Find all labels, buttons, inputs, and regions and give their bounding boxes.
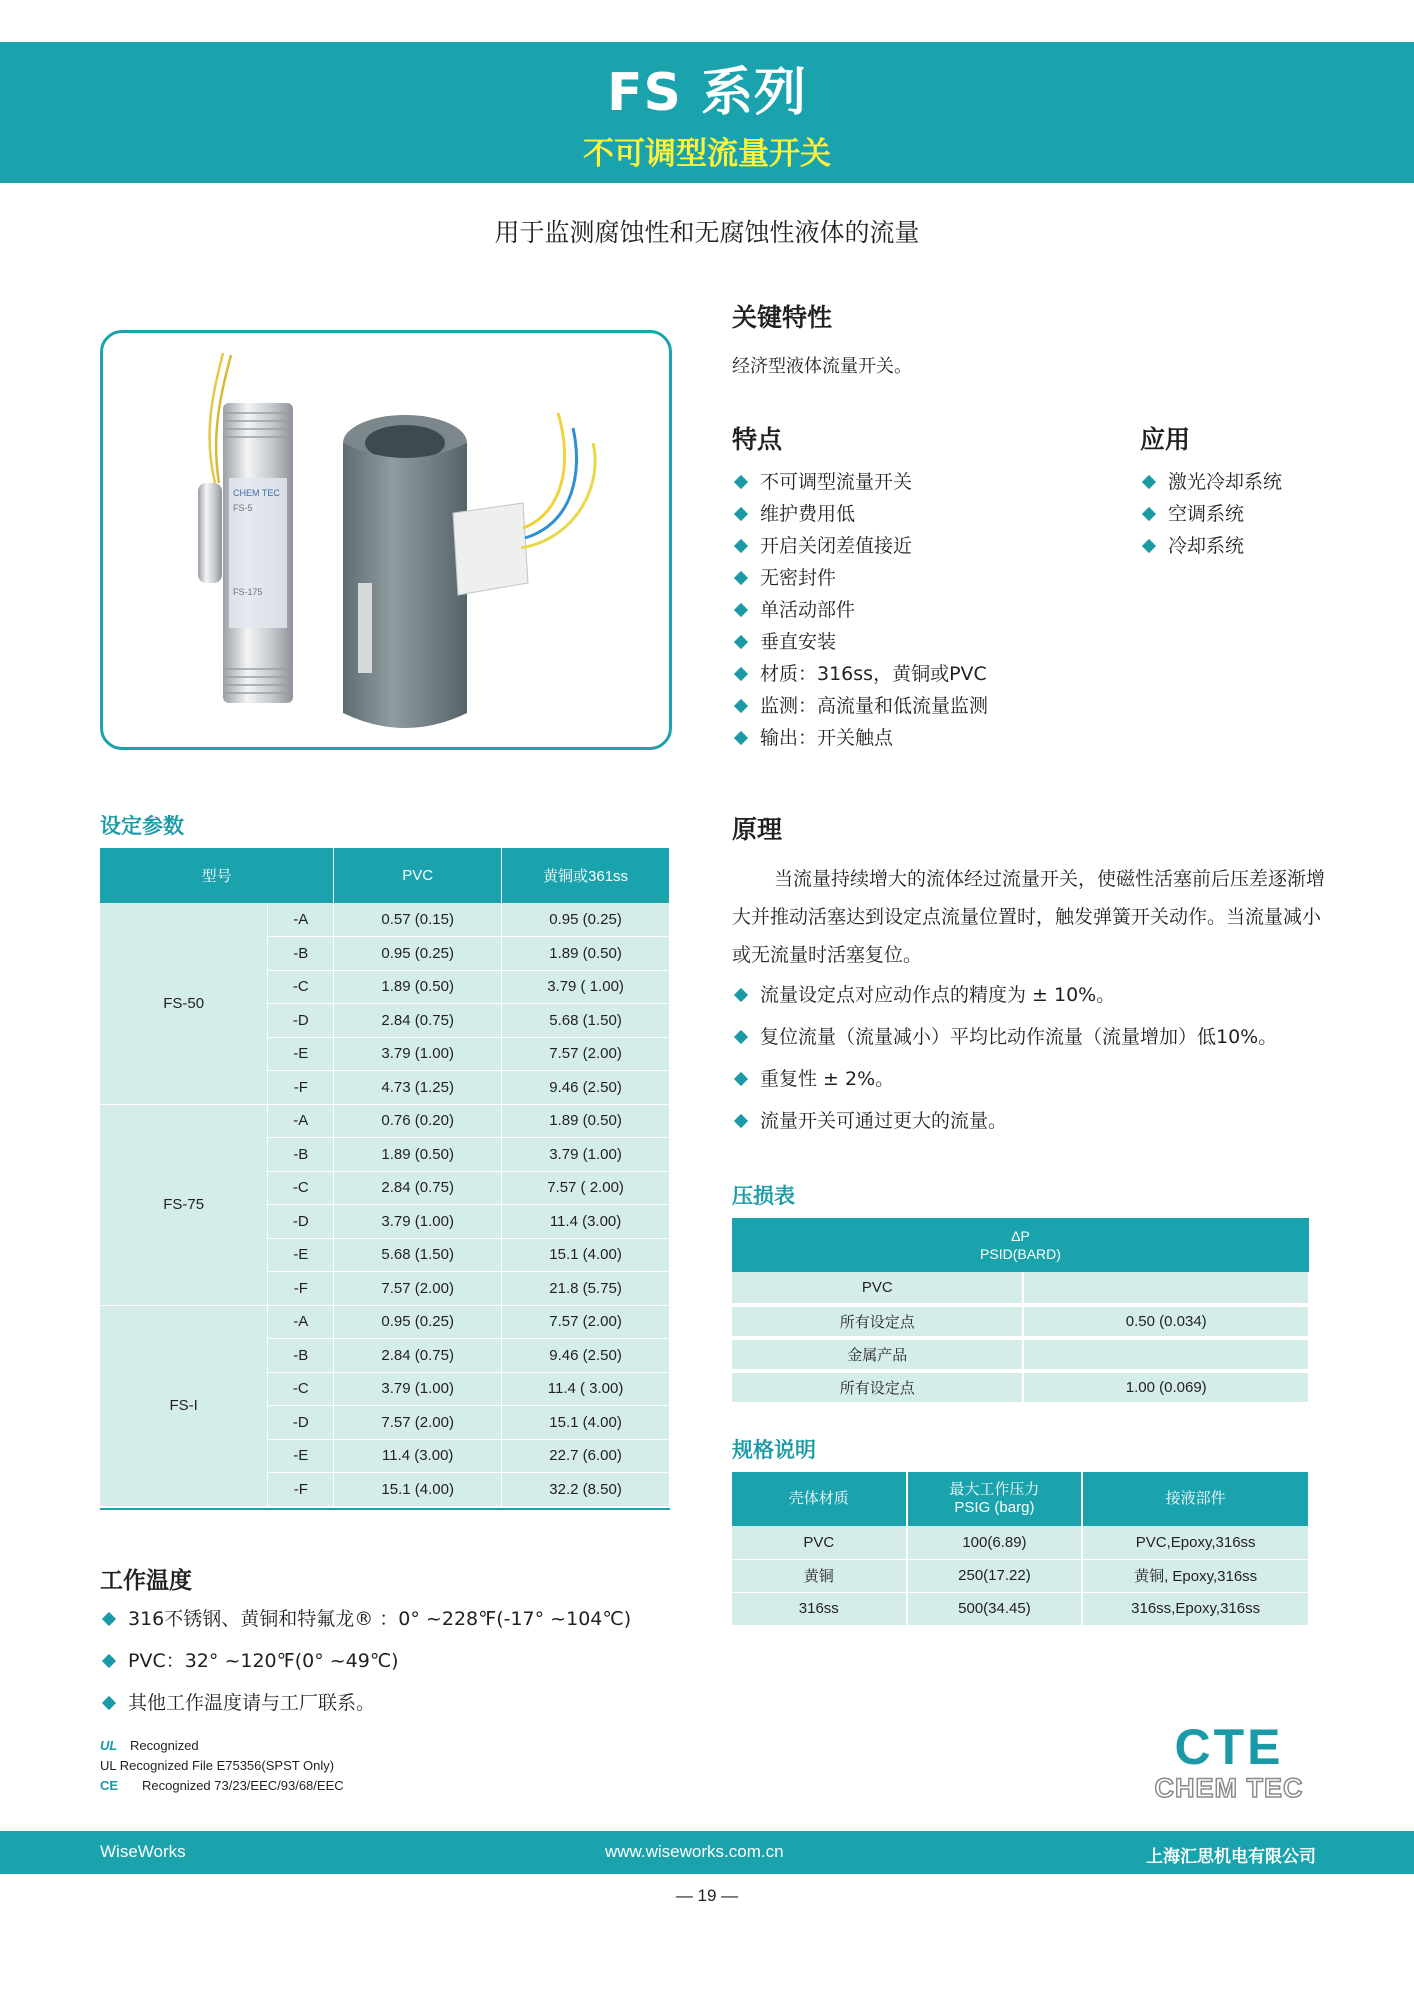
pressure-loss-header (732, 1218, 1309, 1272)
delta-p-label: ΔP (1011, 1228, 1030, 1244)
brass-cell: 3.79 ( 1.00) (502, 970, 670, 1004)
certifications (100, 1736, 344, 1796)
steel-label-serial: FS-175 (233, 587, 263, 597)
table-row (732, 1305, 1309, 1338)
spec-cell: 316ss,Epoxy,316ss (1082, 1592, 1309, 1625)
brass-cell: 3.79 (1.00) (502, 1138, 670, 1172)
ul-recognized-text: Recognized (130, 1738, 199, 1753)
settings-table (100, 848, 670, 1507)
feature-item: 不可调型流量开关 (732, 466, 988, 498)
loss-value-cell (1023, 1338, 1309, 1371)
pressure-loss-heading: 压损表 (732, 1184, 795, 1208)
suffix-cell: -B (268, 1138, 334, 1172)
brass-cell: 7.57 ( 2.00) (502, 1171, 670, 1205)
psid-label: PSID(BARD) (980, 1246, 1061, 1262)
spec-col-pressure-line1: 最大工作压力 (949, 1481, 1040, 1498)
temperature-heading: 工作温度 (100, 1568, 192, 1594)
suffix-cell: -E (268, 1439, 334, 1473)
principle-item: 流量设定点对应动作点的精度为 ± 10%。 (732, 974, 1277, 1016)
principle-item: 重复性 ± 2%。 (732, 1058, 1277, 1100)
loss-label-cell: PVC (732, 1272, 1023, 1305)
series-title: FS 系列 (606, 63, 808, 123)
ul-mark-icon: UL (100, 1738, 118, 1753)
page-number: — 19 — (675, 1886, 739, 1905)
table-row (732, 1371, 1309, 1404)
principle-paragraph: 当流量持续增大的流体经过流量开关，使磁性活塞前后压差逐渐增大并推动活塞达到设定点流量位置时，触发弹簧开关动作。当流量减小或无流量时活塞复位。 (732, 868, 1326, 966)
spec-cell: PVC (732, 1526, 907, 1559)
settings-heading: 设定参数 (100, 814, 184, 838)
suffix-cell: -F (268, 1272, 334, 1306)
temperature-item: PVC：32° ~120℉(0° ~49℃) (100, 1640, 631, 1682)
series-subtitle: 不可调型流量开关 (583, 136, 831, 172)
suffix-cell: -D (268, 1205, 334, 1239)
footer-website-link[interactable]: www.wiseworks.com.cn (605, 1842, 784, 1861)
application-item: 空调系统 (1140, 498, 1282, 530)
loss-label-cell: 金属产品 (732, 1338, 1023, 1371)
page-footer (0, 1831, 1414, 1874)
brass-cell: 21.8 (5.75) (502, 1272, 670, 1306)
applications-heading: 应用 (1140, 425, 1191, 454)
pvc-cell: 3.79 (1.00) (334, 1372, 502, 1406)
spec-col-housing: 壳体材质 (732, 1472, 907, 1526)
application-item: 冷却系统 (1140, 530, 1282, 562)
pvc-cell: 11.4 (3.00) (334, 1439, 502, 1473)
pvc-cell: 1.89 (0.50) (334, 1138, 502, 1172)
spec-table (732, 1472, 1310, 1626)
brass-cell: 32.2 (8.50) (502, 1473, 670, 1507)
spec-cell: PVC,Epoxy,316ss (1082, 1526, 1309, 1559)
temperature-list (100, 1598, 631, 1724)
pvc-cell: 2.84 (0.75) (334, 1004, 502, 1038)
table-row (732, 1526, 1309, 1559)
steel-label-model: FS-5 (233, 503, 253, 513)
application-item: 激光冷却系统 (1140, 466, 1282, 498)
spec-cell: 250(17.22) (907, 1559, 1083, 1592)
brass-cell: 1.89 (0.50) (502, 1104, 670, 1138)
settings-col-model: 型号 (100, 848, 334, 903)
applications-list (1140, 466, 1282, 562)
settings-col-brass: 黄铜或361ss (502, 848, 670, 903)
key-features-heading: 关键特性 (732, 303, 833, 332)
page-header (0, 42, 1414, 183)
suffix-cell: -F (268, 1071, 334, 1105)
feature-item: 无密封件 (732, 562, 988, 594)
principle-item: 复位流量（流量减小）平均比动作流量（流量增加）低10%。 (732, 1016, 1277, 1058)
loss-label-cell: 所有设定点 (732, 1305, 1023, 1338)
product-illustration (103, 333, 669, 747)
feature-item: 材质：316ss，黄铜或PVC (732, 658, 988, 690)
pvc-cell: 4.73 (1.25) (334, 1071, 502, 1105)
principle-heading: 原理 (732, 815, 783, 844)
pvc-cell: 3.79 (1.00) (334, 1205, 502, 1239)
steel-label-brand: CHEM TEC (233, 488, 280, 498)
feature-item: 监测：高流量和低流量监测 (732, 690, 988, 722)
suffix-cell: -C (268, 970, 334, 1004)
principle-list (732, 974, 1277, 1142)
spec-col-wetted: 接液部件 (1082, 1472, 1309, 1526)
table-row (732, 1559, 1309, 1592)
suffix-cell: -F (268, 1473, 334, 1507)
settings-col-pvc: PVC (334, 848, 502, 903)
brass-cell: 1.89 (0.50) (502, 937, 670, 971)
loss-value-cell: 0.50 (0.034) (1023, 1305, 1309, 1338)
feature-item: 输出：开关触点 (732, 722, 988, 754)
pvc-cell: 0.57 (0.15) (334, 903, 502, 937)
table-row (732, 1592, 1309, 1625)
feature-item: 单活动部件 (732, 594, 988, 626)
loss-label-cell: 所有设定点 (732, 1371, 1023, 1404)
page-tagline: 用于监测腐蚀性和无腐蚀性液体的流量 (494, 218, 920, 247)
table-row (732, 1272, 1309, 1305)
spec-cell: 316ss (732, 1592, 907, 1625)
suffix-cell: -B (268, 1339, 334, 1373)
table-row (100, 1305, 670, 1339)
pvc-cell: 2.84 (0.75) (334, 1339, 502, 1373)
spec-cell: 黄铜 (732, 1559, 907, 1592)
brass-cell: 22.7 (6.00) (502, 1439, 670, 1473)
table-row (100, 1104, 670, 1138)
cte-logo-bottom: CHEM TEC (1154, 1773, 1304, 1803)
table-divider (100, 1508, 670, 1510)
feature-item: 开启关闭差值接近 (732, 530, 988, 562)
feature-item: 垂直安装 (732, 626, 988, 658)
ce-text: Recognized 73/23/EEC/93/68/EEC (142, 1778, 344, 1793)
pvc-cell: 5.68 (1.50) (334, 1238, 502, 1272)
brass-cell: 9.46 (2.50) (502, 1071, 670, 1105)
pvc-cell: 2.84 (0.75) (334, 1171, 502, 1205)
cte-logo-top: CTE (1174, 1719, 1284, 1775)
spec-cell: 黄铜, Epoxy,316ss (1082, 1559, 1309, 1592)
loss-value-cell (1023, 1272, 1309, 1305)
brass-cell: 5.68 (1.50) (502, 1004, 670, 1038)
model-cell: FS-I (100, 1305, 268, 1506)
brass-cell: 7.57 (2.00) (502, 1037, 670, 1071)
temperature-item: 其他工作温度请与工厂联系。 (100, 1682, 631, 1724)
model-cell: FS-50 (100, 903, 268, 1104)
footer-company-cn: 上海汇思机电有限公司 (1146, 1847, 1316, 1867)
spec-cell: 500(34.45) (907, 1592, 1083, 1625)
product-photo (100, 330, 672, 750)
spec-cell: 100(6.89) (907, 1526, 1083, 1559)
footer-company: WiseWorks (100, 1842, 186, 1861)
spec-col-pressure (907, 1472, 1083, 1526)
pvc-cell: 3.79 (1.00) (334, 1037, 502, 1071)
features-heading: 特点 (732, 425, 783, 454)
suffix-cell: -B (268, 937, 334, 971)
principle-item: 流量开关可通过更大的流量。 (732, 1100, 1277, 1142)
pvc-cell: 1.89 (0.50) (334, 970, 502, 1004)
pressure-loss-table (732, 1218, 1310, 1406)
suffix-cell: -E (268, 1037, 334, 1071)
ul-file-text: UL Recognized File E75356(SPST Only) (100, 1758, 335, 1773)
suffix-cell: -A (268, 903, 334, 937)
brass-cell: 15.1 (4.00) (502, 1406, 670, 1440)
suffix-cell: -A (268, 1305, 334, 1339)
suffix-cell: -C (268, 1171, 334, 1205)
brass-cell: 15.1 (4.00) (502, 1238, 670, 1272)
ce-mark-icon: CE (100, 1778, 119, 1793)
pvc-cell: 7.57 (2.00) (334, 1406, 502, 1440)
brass-cell: 0.95 (0.25) (502, 903, 670, 937)
cte-logo (1146, 1719, 1312, 1808)
pvc-cell: 7.57 (2.00) (334, 1272, 502, 1306)
loss-value-cell: 1.00 (0.069) (1023, 1371, 1309, 1404)
features-list (732, 466, 988, 754)
table-row (100, 903, 670, 937)
brass-cell: 7.57 (2.00) (502, 1305, 670, 1339)
brass-cell: 11.4 ( 3.00) (502, 1372, 670, 1406)
suffix-cell: -D (268, 1406, 334, 1440)
temperature-item: 316不锈钢、黄铜和特氟龙® ：0° ~228℉(-17° ~104℃) (100, 1598, 631, 1640)
pvc-cell: 0.76 (0.20) (334, 1104, 502, 1138)
pvc-cell: 0.95 (0.25) (334, 937, 502, 971)
pvc-cell: 0.95 (0.25) (334, 1305, 502, 1339)
suffix-cell: -E (268, 1238, 334, 1272)
spec-heading: 规格说明 (732, 1438, 816, 1462)
table-row (732, 1338, 1309, 1371)
feature-item: 维护费用低 (732, 498, 988, 530)
pvc-cell: 15.1 (4.00) (334, 1473, 502, 1507)
brass-cell: 9.46 (2.50) (502, 1339, 670, 1373)
suffix-cell: -D (268, 1004, 334, 1038)
suffix-cell: -C (268, 1372, 334, 1406)
suffix-cell: -A (268, 1104, 334, 1138)
spec-col-pressure-line2: PSIG (barg) (954, 1499, 1035, 1516)
key-features-text: 经济型液体流量开关。 (732, 356, 912, 377)
brass-cell: 11.4 (3.00) (502, 1205, 670, 1239)
model-cell: FS-75 (100, 1104, 268, 1305)
